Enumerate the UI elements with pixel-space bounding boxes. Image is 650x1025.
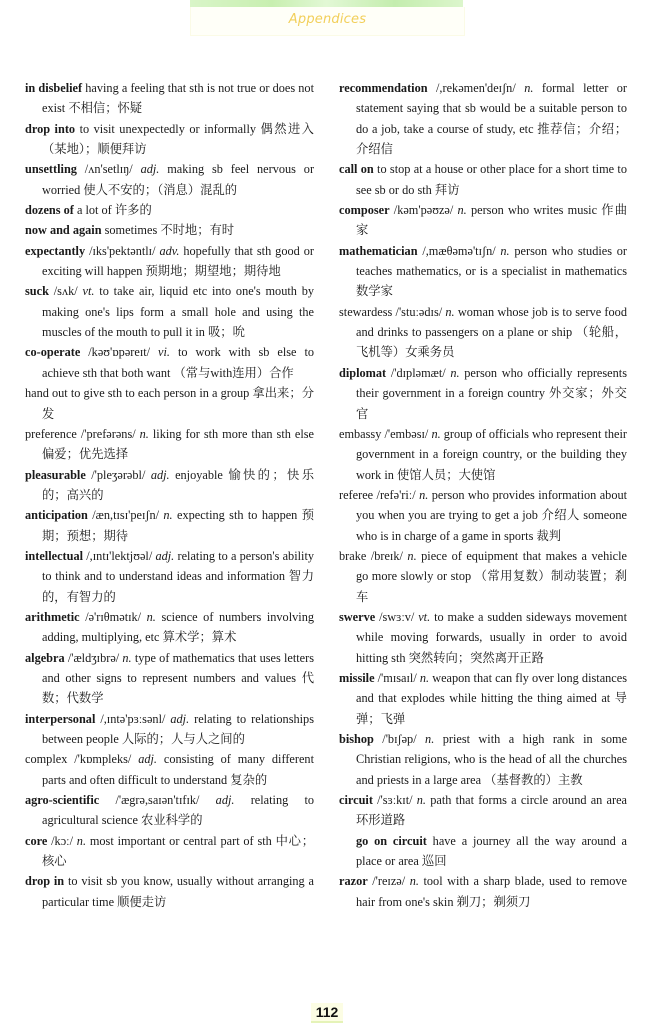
headword: agro-scientific (25, 793, 100, 808)
part-of-speech: n. (431, 426, 441, 441)
headword: circuit (339, 793, 373, 808)
part-of-speech: vt. (82, 284, 95, 299)
chinese-translation: 预期；预想；期待 (42, 508, 315, 543)
phonetic: /'embəsɪ/ (384, 426, 429, 441)
part-of-speech: n. (419, 487, 429, 502)
part-of-speech: n. (450, 365, 460, 380)
phonetic: /æn,tɪsɪ'peɪʃn/ (92, 508, 160, 523)
glossary-entry (339, 790, 627, 831)
definition: to work with sb else to achieve sth that both want (42, 345, 315, 380)
chinese-translation: 使馆人员；大使馆 (397, 467, 496, 482)
definition: woman whose job is to serve food and drinks to passengers on a plane or ship (356, 304, 627, 340)
part-of-speech: n. (122, 650, 132, 665)
section-title: Appendices (288, 12, 367, 27)
phonetic: /,ɪntɪ'lektjʊəl/ (86, 548, 153, 563)
part-of-speech: n. (425, 732, 435, 746)
chinese-translation: 拜访 (434, 182, 460, 197)
chinese-translation: 裁判 (536, 528, 562, 543)
glossary-entry (339, 241, 627, 302)
glossary-entry (25, 383, 314, 424)
definition: type of mathematics that uses letters and other signs to represent numbers and values (42, 650, 314, 685)
part-of-speech: adj. (140, 162, 160, 177)
headword: composer (339, 203, 390, 218)
part-of-speech: n. (76, 833, 87, 848)
part-of-speech: adj. (170, 711, 190, 726)
definition: path that forms a circle around an area (430, 793, 627, 808)
part-of-speech: vi. (158, 345, 170, 360)
phonetic: /'pleʒərəbl/ (91, 467, 146, 482)
definition: sometimes (104, 223, 158, 238)
glossary-entry (25, 119, 314, 160)
phonetic: /kəm'pəʊzə/ (393, 203, 454, 218)
phonetic: /ə'rɪθmətɪk/ (85, 609, 142, 624)
glossary-entry (339, 831, 627, 872)
glossary-entry (25, 546, 314, 607)
definition: consisting of many different parts and often difficult to understand (42, 752, 314, 787)
phonetic: /'prefərəns/ (80, 426, 136, 441)
part-of-speech: adj. (150, 467, 170, 482)
definition: most important or central part of sth (89, 833, 272, 848)
phonetic: /,mæθəmə'tɪʃn/ (422, 243, 496, 258)
definition: person who officially represents their government in a foreign country (356, 365, 627, 401)
glossary-entry (339, 546, 627, 607)
headword: drop into (25, 121, 76, 136)
headword: stewardess (339, 304, 393, 319)
headword: unsettling (25, 162, 77, 177)
part-of-speech: adv. (159, 243, 180, 258)
definition: to take air, liquid etc into one's mouth by making one's lips form a small hole and using the muscles of the mouth to pull it in (42, 284, 315, 340)
definition: priest with a high rank in some Christian religions, who is the head of all the churches and priests in a large area (356, 732, 628, 787)
phonetic: /'bɪʃəp/ (382, 732, 417, 746)
headword: diplomat (339, 365, 387, 380)
definition: relating to agricultural science (42, 793, 315, 828)
glossary-entry (339, 485, 627, 546)
headword: now and again (25, 223, 102, 238)
headword: intellectual (25, 548, 84, 563)
part-of-speech: adj. (155, 548, 175, 563)
glossary-entry (25, 831, 314, 872)
definition: have a journey all the way around a place or area (356, 833, 628, 869)
definition: person who provides information about you when you are trying to get a job 介绍人 someone who is in charge of a game in sports (356, 487, 628, 543)
definition: making sb feel nervous or worried (42, 162, 315, 197)
phonetic: /'sɜːkɪt/ (377, 793, 413, 808)
part-of-speech: n. (500, 243, 510, 258)
header-decoration-strip (190, 0, 463, 7)
glossary-entry (25, 200, 314, 220)
glossary-entry (25, 241, 314, 282)
glossary-entry (25, 78, 314, 119)
definition: tool with a sharp blade, used to remove hair from one's skin (356, 874, 628, 909)
glossary-entry (339, 871, 627, 912)
glossary-column-left (25, 78, 314, 912)
phonetic: /,ɪntə'pɜːsənl/ (100, 711, 166, 726)
phonetic: /'reɪzə/ (372, 874, 406, 889)
part-of-speech: n. (163, 508, 173, 523)
chinese-translation: 推荐信；介绍；介绍信 (356, 121, 627, 157)
chinese-translation: 拿出来；分发 (42, 386, 314, 421)
definition: formal letter or statement saying that sb would be a suitable person to do a job, take a course of study, etc (356, 81, 628, 136)
headword: arithmetic (25, 609, 80, 624)
chinese-translation: 剃刀；剃须刀 (456, 894, 531, 909)
phonetic: /'ægrə,saɪən'tɪfɪk/ (115, 793, 200, 808)
chinese-translation: 算术学；算术 (162, 630, 237, 645)
glossary-entry (339, 607, 627, 668)
headword: referee (339, 487, 374, 502)
headword: interpersonal (25, 711, 96, 726)
headword: dozens of (25, 203, 74, 218)
chinese-translation: 导弹；飞弹 (356, 691, 628, 726)
running-header (190, 0, 463, 36)
chinese-translation: 偏爱；优先选择 (42, 447, 129, 462)
page-number: 112 (311, 1003, 343, 1023)
headword: embassy (339, 426, 382, 441)
chinese-translation: 许多的 (114, 203, 152, 218)
chinese-translation: 吸；吮 (208, 325, 245, 340)
definition: enjoyable (175, 467, 223, 482)
chinese-translation: 愉快的；快乐的；高兴的 (42, 467, 314, 502)
chinese-translation: 智力的，有智力的 (42, 569, 314, 604)
chinese-translation: 中心；核心 (42, 833, 314, 869)
chinese-translation: 外交家；外交官 (356, 386, 627, 421)
headword: drop in (25, 874, 65, 889)
glossary-entry (339, 363, 627, 424)
chinese-translation: （基督教的）主教 (484, 772, 583, 787)
phonetic: /kəʊ'ɒpəreɪt/ (88, 345, 151, 360)
headword: go on circuit (356, 833, 427, 848)
definition: to give sth to each person in a group (70, 386, 250, 401)
part-of-speech: n. (416, 793, 426, 808)
definition: liking for sth more than sth else (152, 426, 315, 441)
phonetic: /kɔː/ (51, 833, 73, 848)
chinese-translation: 作曲家 (356, 203, 628, 238)
headword: co-operate (25, 345, 81, 360)
phonetic: /'mɪsaɪl/ (377, 670, 417, 685)
chinese-translation: 代数；代数学 (42, 670, 314, 706)
part-of-speech: n. (139, 426, 149, 441)
glossary-column-right (339, 78, 627, 912)
chinese-translation: 不时地；有时 (160, 223, 235, 238)
glossary-entry (25, 648, 314, 709)
glossary-entry (339, 668, 627, 729)
glossary-entry (25, 790, 314, 831)
headword: preference (25, 426, 77, 441)
phonetic: /refə'riː/ (376, 487, 416, 502)
definition: a lot of (76, 203, 112, 218)
glossary-entry (339, 200, 627, 241)
glossary-entry (25, 871, 314, 912)
part-of-speech: n. (445, 304, 455, 319)
headword: brake (339, 548, 367, 563)
part-of-speech: vt. (418, 609, 431, 624)
glossary-entry (25, 281, 314, 342)
phonetic: /sʌk/ (53, 284, 78, 299)
phonetic: /ɪks'pektəntlɪ/ (89, 243, 156, 258)
headword: pleasurable (25, 467, 86, 482)
glossary-entry (25, 505, 314, 546)
part-of-speech: n. (407, 548, 417, 563)
definition: to make a sudden sideways movement while moving forwards, usually in order to avoid hitting sth (356, 609, 627, 665)
glossary-entry (25, 749, 314, 790)
chinese-translation: 使人不安的；（消息）混乱的 (83, 182, 238, 197)
definition: to stop at a house or other place for a short time to see sb or do sth (356, 162, 627, 197)
glossary-entry (25, 607, 314, 648)
headword: missile (339, 670, 375, 685)
phonetic: /breɪk/ (370, 548, 403, 563)
headword: swerve (339, 609, 376, 624)
definition: having a feeling that sth is not true or does not exist (42, 81, 314, 116)
definition: relating to relationships between people (42, 711, 314, 746)
glossary-entry (339, 729, 627, 790)
glossary-entry (339, 159, 627, 200)
phonetic: /swɜːv/ (379, 609, 415, 624)
headword: recommendation (339, 81, 428, 95)
headword: anticipation (25, 508, 88, 523)
headword: mathematician (339, 243, 418, 258)
chinese-translation: 偶然进入（某地）；顺便拜访 (42, 121, 314, 157)
definition: to visit sb you know, usually without arranging a particular time (42, 874, 314, 909)
phonetic: /'ældʒɪbrə/ (67, 650, 120, 665)
phonetic: /'kɒmpleks/ (74, 752, 132, 767)
glossary-entry (25, 709, 314, 750)
header-box (190, 7, 465, 36)
part-of-speech: n. (524, 81, 534, 95)
part-of-speech: n. (409, 874, 419, 889)
headword: suck (25, 284, 49, 299)
definition: expecting sth to happen (177, 508, 298, 523)
glossary-entry (339, 78, 627, 159)
glossary-entry (25, 465, 314, 506)
headword: expectantly (25, 243, 86, 258)
definition: person who studies or teaches mathematics, or is a specialist in mathematics (356, 243, 627, 279)
chinese-translation: （常与with连用）合作 (173, 365, 294, 380)
phonetic: /,rekəmen'deɪʃn/ (436, 81, 516, 95)
headword: core (25, 833, 48, 848)
headword: in disbelief (25, 81, 83, 95)
glossary-entry (25, 220, 314, 240)
phonetic: /'stuːədɪs/ (395, 304, 443, 319)
headword: complex (25, 752, 68, 767)
chinese-translation: 人际的；人与人之间的 (121, 732, 245, 746)
chinese-translation: 复杂的 (230, 772, 268, 787)
glossary-entry (25, 159, 314, 200)
definition: person who writes music (470, 203, 598, 218)
chinese-translation: 农业科学的 (141, 813, 203, 828)
chinese-translation: 环形道路 (356, 813, 406, 828)
chinese-translation: 巡回 (421, 854, 447, 869)
definition: to visit unexpectedly or informally (79, 121, 257, 136)
part-of-speech: n. (419, 670, 430, 685)
glossary-entry (339, 424, 627, 485)
part-of-speech: n. (457, 203, 467, 218)
chinese-translation: 数学家 (356, 284, 393, 299)
phonetic: /ʌn'setlɪŋ/ (84, 162, 133, 177)
chinese-translation: 不相信；怀疑 (68, 101, 143, 116)
chinese-translation: 预期地；期望地；期待地 (145, 264, 281, 279)
chinese-translation: （常用复数）制动装置；刹车 (356, 569, 627, 604)
headword: hand out (25, 386, 68, 401)
definition: hopefully that sth good or exciting will happen (42, 243, 314, 279)
headword: call on (339, 162, 374, 177)
definition: science of numbers involving adding, multiplying, etc (42, 609, 314, 645)
part-of-speech: n. (146, 609, 156, 624)
chinese-translation: 顺便走访 (117, 894, 167, 909)
part-of-speech: adj. (215, 793, 235, 808)
glossary-entry (339, 302, 627, 363)
definition: relating to a person's ability to think and to understand ideas and information (42, 548, 315, 584)
part-of-speech: adj. (138, 752, 158, 767)
headword: algebra (25, 650, 65, 665)
chinese-translation: 突然转向；突然离开正路 (408, 650, 544, 665)
headword: bishop (339, 732, 374, 746)
chinese-translation: （轮船，飞机等）女乘务员 (356, 325, 627, 360)
phonetic: /'dɪpləmæt/ (390, 365, 446, 380)
glossary-entry (25, 342, 314, 383)
glossary-entry (25, 424, 314, 465)
headword: razor (339, 874, 368, 889)
definition: piece of equipment that makes a vehicle go more slowly or stop (356, 548, 628, 584)
definition: weapon that can fly over long distances and that explodes while hitting the thing aimed at (356, 670, 628, 706)
definition: group of officials who represent their government in a foreign country, or the building they work in (356, 426, 627, 482)
